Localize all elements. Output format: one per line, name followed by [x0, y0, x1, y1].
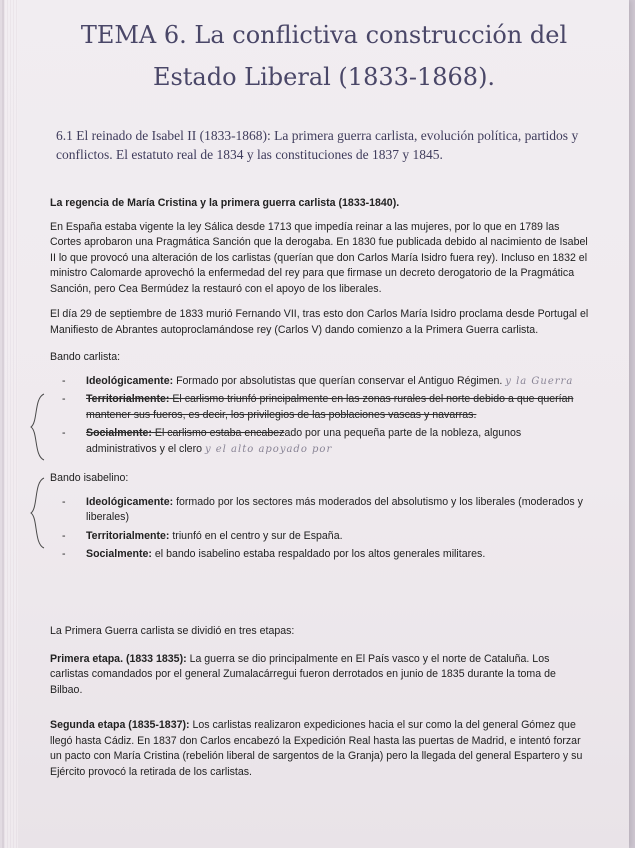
list-item: - Ideológicamente: Formado por absolutistas que querían conservar el Antiguo Régimen. y la Guerra	[62, 374, 574, 387]
section-heading: La regencia de María Cristina y la primera guerra carlista (1833-1840).	[50, 197, 400, 209]
list-item: - Territorialmente: El carlismo triunfó principalmente en las zonas rurales del norte debido a que querían mantener sus fueros, es decir, los privilegios de las poblaciones vascas y navarras.	[62, 393, 574, 421]
item-text: formado por los sectores más moderados del absolutismo y los liberales (moderados y liberales)	[86, 495, 583, 523]
list-item: - Socialmente: el bando isabelino estaba respaldado por los altos generales militares.	[62, 548, 486, 560]
bando-carlista-label: Bando carlista:	[50, 351, 121, 363]
etapa-text: La guerra se dio principalmente en El País vasco y el norte de Cataluña. Los carlistas comandados por el general Zumalacárregui fueron derrotados en junio de 1835 durante la toma de Bilbao.	[50, 652, 556, 696]
bando-isabelino-list	[50, 495, 590, 563]
list-item: - Socialmente: El carlismo estaba encabezado por una pequeña parte de la nobleza, algunos administrativos y el clero y el alto apoyado por	[62, 427, 522, 455]
item-term: Socialmente:	[86, 427, 152, 439]
item-term: Ideológicamente:	[86, 495, 174, 508]
item-term: Territorialmente:	[86, 529, 170, 542]
title-line-1: TEMA 6. La conflictiva construcción del	[80, 22, 568, 49]
etapa-1	[50, 652, 590, 699]
handwritten-brace	[28, 476, 46, 550]
paragraph-2: El día 29 de septiembre de 1833 murió Fernando VII, tras esto don Carlos María Isidro proclama desde Portugal el Manifiesto de Abrantes autoproclamándose rey (Carlos V) dando comienzo a la Primera Guerra carlista.	[50, 308, 589, 336]
handwritten-note: y el alto apoyado por	[204, 443, 333, 455]
item-text: triunfó en el centro y sur de España.	[169, 529, 343, 542]
etapas-intro: La Primera Guerra carlista se dividió en tres etapas:	[50, 625, 295, 637]
section-etapas	[50, 624, 590, 790]
title-line-2: Estado Liberal (1833-1868).	[152, 63, 496, 91]
etapa-term: Segunda etapa (1835-1837):	[50, 719, 190, 731]
bando-carlista-list	[50, 374, 590, 458]
section-regencia	[50, 196, 590, 566]
list-item: - Ideológicamente: formado por los sectores más moderados del absolutismo y los liberales (moderados y liberales)	[62, 495, 583, 523]
document-page	[4, 0, 629, 848]
item-text: Formado por absolutistas que querían conservar el Antiguo Régimen.	[173, 374, 503, 387]
section-subtitle: 6.1 El reinado de Isabel II (1833-1868): La primera guerra carlista, evolución política, partidos y conflictos. El estatuto real de 1834 y las constituciones de 1837 y 1845.	[56, 128, 579, 162]
handwritten-note: y la Guerra	[505, 375, 574, 387]
list-item: - Territorialmente: triunfó en el centro y sur de España.	[62, 529, 343, 542]
item-term: Socialmente:	[86, 548, 152, 560]
item-text: ado por una pequeña parte de la nobleza, algunos administrativos y el clero	[86, 427, 522, 455]
item-term: Ideológicamente:	[86, 374, 174, 387]
etapa-2	[50, 718, 590, 780]
paragraph-1: En España estaba vigente la ley Sálica desde 1713 que impedía reinar a las mujeres, por lo que en 1789 las Cortes aprobaron una Pragmática Sanción que la derogaba. En 1830 fue publicada debido al nacimiento de Isabel II lo que provocó una alteración de los carlistas (querían que don Carlos María Isidro fuera rey). Incluso en 1832 el ministro Calomarde aprovechó la enfermedad del rey para que firmase un decreto derogatorio de la Pragmática Sanción, pero Cea Bermúdez la restauró con el apoyo de los liberales.	[50, 220, 588, 295]
item-text: El carlismo triunfó principalmente en las zonas rurales del norte debido a que querían mantener sus fueros, es decir, los privilegios de las poblaciones vascas y navarras.	[86, 393, 574, 421]
etapa-text: Los carlistas realizaron expediciones hacia el sur como la del general Gómez que llegó hasta Cádiz. En 1837 don Carlos encabezó la Expedición Real hasta las puertas de Madrid, e intentó forzar un pacto con María Cristina (rebelión liberal de sargentos de la Granja) pero la llegada del general Espartero y su Ejército provocó la retirada de los carlistas.	[50, 719, 583, 778]
etapa-term: Primera etapa. (1833 1835):	[50, 652, 187, 665]
bando-isabelino-label: Bando isabelino:	[50, 472, 129, 484]
handwritten-brace	[28, 392, 46, 462]
item-text-struck: El carlismo estaba encabez	[151, 427, 285, 439]
item-term: Territorialmente:	[86, 393, 170, 405]
item-text: el bando isabelino estaba respaldado por los altos generales militares.	[151, 548, 486, 560]
document-title	[44, 22, 604, 96]
